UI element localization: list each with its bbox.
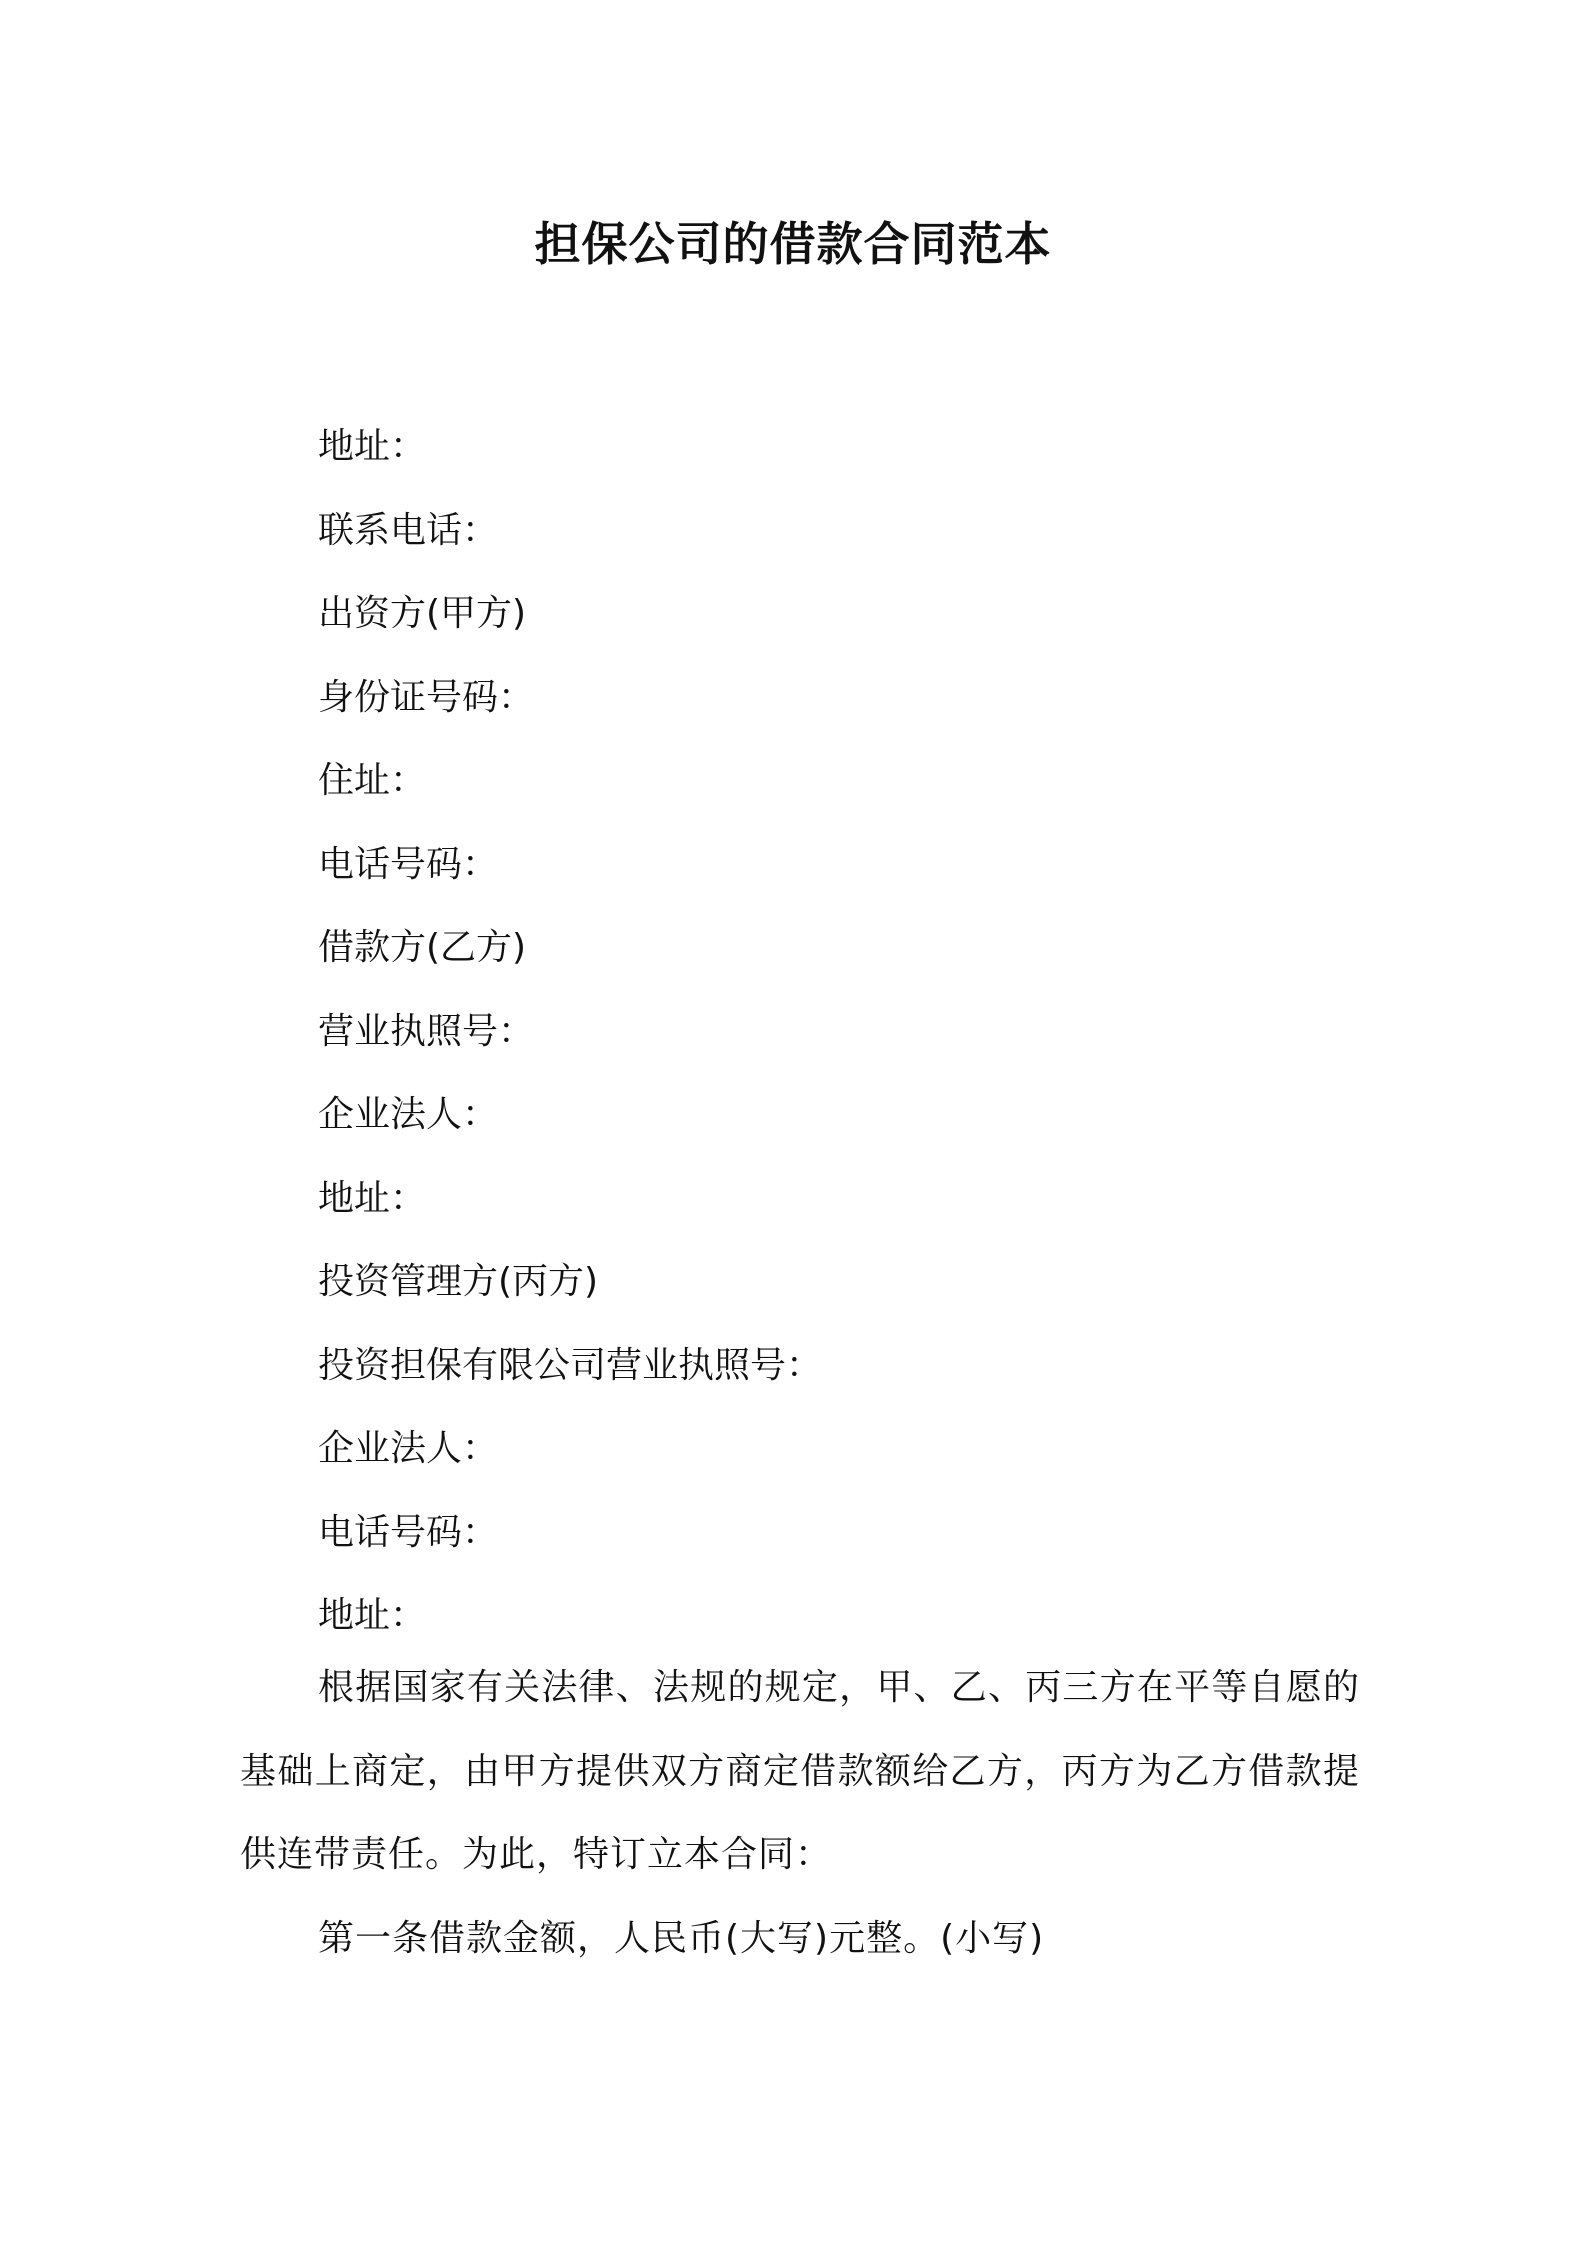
field-contact-phone: 联系电话： [318,509,499,551]
field-party-c: 投资管理方(丙方) [318,1261,599,1302]
field-party-a: 出资方(甲方) [318,593,527,634]
field-guarantee-company-license: 投资担保有限公司营业执照号： [318,1344,823,1386]
field-phone-number-1: 电话号码： [318,843,499,885]
field-residence: 住址： [318,760,427,801]
field-party-b: 借款方(乙方) [318,927,527,968]
field-id-number: 身份证号码： [318,676,535,718]
field-address-3: 地址： [318,1595,427,1636]
field-legal-person-2: 企业法人： [318,1428,499,1469]
field-address-2: 地址： [318,1177,427,1219]
field-address-1: 地址： [318,426,427,467]
document-title: 担保公司的借款合同范本 [534,217,1052,271]
article-one-paragraph: 第一条借款金额，人民币(大写)元整。(小写) [318,1918,1045,1959]
field-phone-number-2: 电话号码： [318,1511,499,1553]
field-business-license: 营业执照号： [318,1010,535,1052]
party-info-fields [318,405,1378,1658]
field-legal-person-1: 企业法人： [318,1094,499,1135]
preamble-paragraph: 根据国家有关法律、法规的规定，甲、乙、丙三方在平等自愿的基础上商定，由甲方提供双方商定借款额给乙方，丙方为乙方借款提供连带责任。为此，特订立本合同： [240,1667,1360,1875]
